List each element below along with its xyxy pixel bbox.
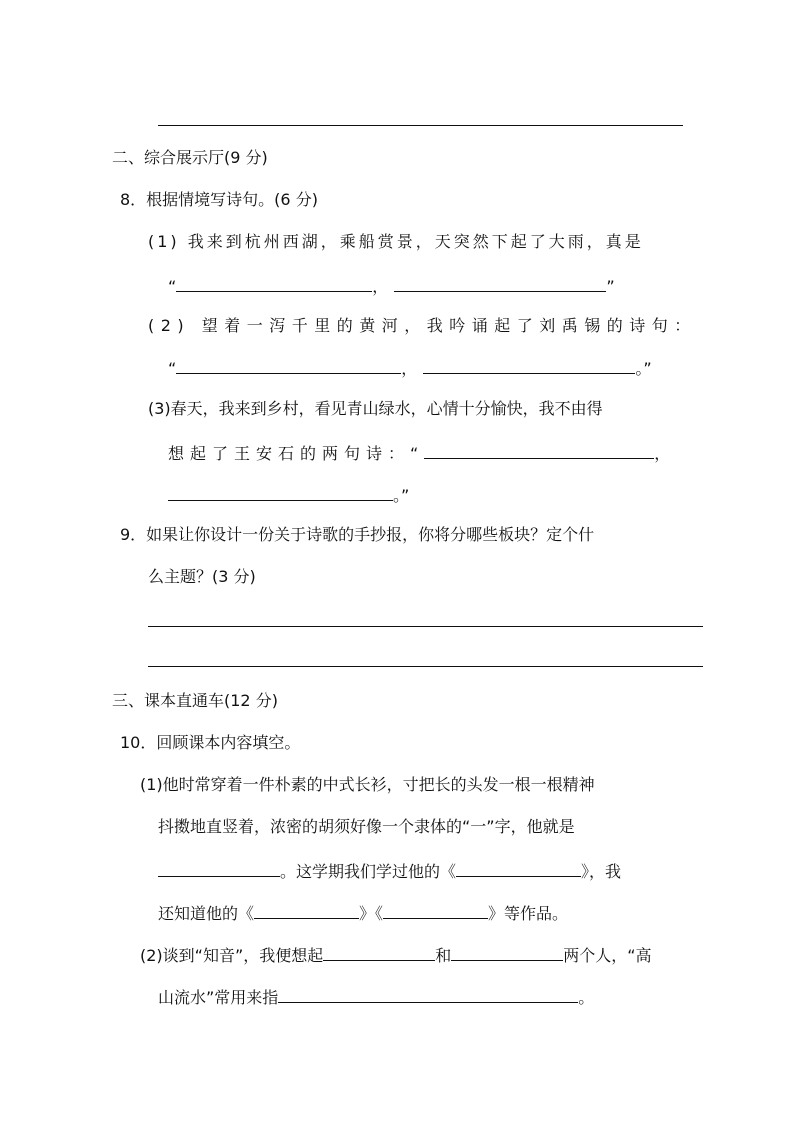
q9-line-2: 么主题？(3 分): [148, 567, 256, 586]
q8-p3-text: (3)春天，我来到乡村，看见青山绿水，心情十分愉快，我不由得: [148, 399, 603, 418]
q8-p3-answer-row-2: [168, 482, 409, 507]
q10-p2-line-1: [140, 942, 652, 967]
answer-line[interactable]: [148, 666, 703, 667]
q10-p2-text-2a: 山流水”常用来指: [158, 988, 279, 1007]
answer-blank[interactable]: [383, 900, 488, 919]
answer-line-top: [158, 125, 683, 126]
section-3-title: 三、课本直通车(12 分): [112, 691, 278, 710]
q8-p2-text: (2) 望着一泻千里的黄河，我吟诵起了刘禹锡的诗句：: [148, 316, 697, 335]
q8-p2-answer-row: [168, 355, 652, 380]
q9-line-1: 9．如果让你设计一份关于诗歌的手抄报，你将分哪些板块？定个什: [120, 525, 595, 544]
q8-p3-answer-row-1: [168, 440, 670, 465]
comma: ，: [654, 444, 671, 463]
q10-p2-line-2: [158, 984, 594, 1009]
answer-blank[interactable]: [176, 355, 401, 374]
q10-p1-text-4b: 》《: [359, 904, 384, 923]
q10-title: 10．回顾课本内容填空。: [120, 733, 301, 752]
answer-blank[interactable]: [168, 482, 393, 501]
answer-line[interactable]: [148, 626, 703, 627]
answer-blank[interactable]: [158, 858, 280, 877]
answer-blank[interactable]: [456, 858, 581, 877]
answer-blank[interactable]: [394, 273, 606, 292]
answer-blank[interactable]: [176, 273, 372, 292]
close-quote: 。”: [635, 359, 652, 378]
answer-blank[interactable]: [323, 942, 435, 961]
q10-p1-text-3b: 》，我: [581, 862, 622, 881]
answer-blank[interactable]: [424, 440, 654, 459]
answer-blank[interactable]: [278, 984, 578, 1003]
q10-p1-line-2: 抖擞地直竖着，浓密的胡须好像一个隶体的“一”字，他就是: [158, 817, 575, 836]
q10-p1-line-3: [158, 858, 621, 883]
q10-p1-text-4a: 还知道他的《: [158, 904, 255, 923]
q10-p1-text-4c: 》等作品。: [488, 904, 569, 923]
close-quote: 。”: [393, 486, 410, 505]
q8-title: 8．根据情境写诗句。(6 分): [120, 190, 318, 209]
comma: ，: [401, 359, 418, 378]
q10-p1-text-3a: 。这学期我们学过他的《: [280, 862, 457, 881]
open-quote: “: [168, 359, 177, 378]
q10-p2-text-1b: 和: [435, 946, 452, 965]
q8-p1-answer-row: [168, 273, 615, 298]
q10-p2-text-1c: 两个人，“高: [563, 946, 652, 965]
close-quote: ”: [606, 277, 615, 296]
q10-p2-text-2b: 。: [578, 988, 595, 1007]
q8-p1-text: (1) 我来到杭州西湖，乘船赏景，天突然下起了大雨，真是: [148, 232, 644, 251]
q10-p1-line-1: (1)他时常穿着一件朴素的中式长衫，寸把长的头发一根一根精神: [140, 775, 595, 794]
q10-p1-line-4: [158, 900, 568, 925]
answer-blank[interactable]: [254, 900, 359, 919]
comma: ，: [372, 277, 389, 296]
section-2-title: 二、综合展示厅(9 分): [112, 148, 268, 167]
q8-p3-text2: 想起了王安石的两句诗：“: [168, 444, 425, 463]
answer-blank[interactable]: [451, 942, 563, 961]
q10-p2-text-1a: (2)谈到“知音”，我便想起: [140, 946, 324, 965]
answer-blank[interactable]: [423, 355, 635, 374]
open-quote: “: [168, 277, 177, 296]
